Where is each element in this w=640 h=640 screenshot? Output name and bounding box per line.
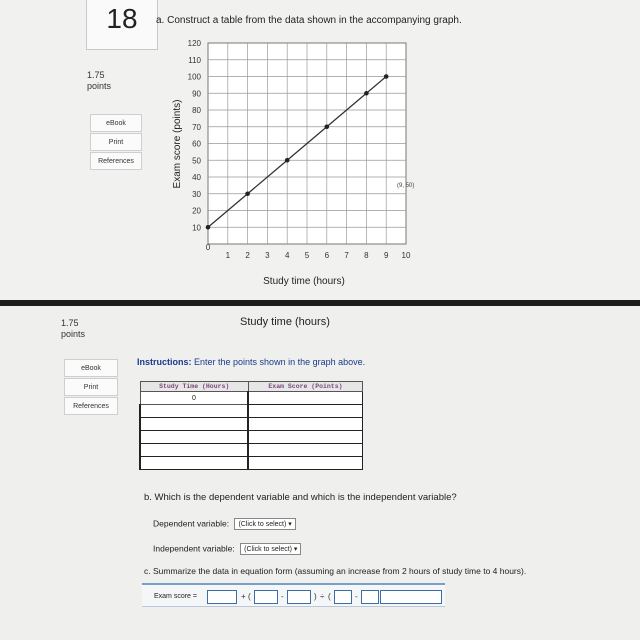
y-tick-label: 40 (192, 173, 201, 182)
equation-op: ( (248, 592, 251, 601)
x-tick-label: 4 (284, 251, 290, 260)
x-tick-label: 0 (205, 243, 211, 252)
references-button[interactable]: References (64, 397, 118, 415)
data-point (285, 158, 290, 163)
x-axis-label: Study time (hours) (263, 276, 345, 287)
y-tick-label: 100 (187, 72, 201, 82)
equation-field-4[interactable] (334, 590, 352, 604)
data-point (325, 124, 330, 129)
equation-op: ÷ (320, 592, 325, 601)
equation-op: ( (328, 592, 331, 601)
question-number: 18 (86, 0, 158, 50)
equation-field-5[interactable] (361, 590, 379, 604)
equation-field-3[interactable] (287, 590, 311, 604)
data-point (384, 74, 389, 79)
study-time-cell[interactable] (140, 457, 248, 470)
y-tick-label: 110 (188, 55, 201, 65)
independent-label: Independent variable: (153, 543, 235, 554)
study-time-cell[interactable] (140, 431, 248, 444)
points-value: 1.75 (61, 318, 79, 328)
table-row (140, 431, 363, 444)
instructions-bold: Instructions: (137, 357, 192, 367)
equation-box (142, 583, 445, 607)
x-tick-label: 1 (225, 251, 231, 260)
study-time-cell[interactable] (140, 405, 248, 418)
y-tick-label: 50 (192, 156, 201, 166)
exam-score-cell[interactable] (248, 444, 362, 457)
table-row (140, 392, 363, 405)
x-tick-label: 3 (265, 251, 270, 260)
equation-op: ) (314, 592, 317, 601)
data-point (206, 225, 211, 230)
exam-score-cell[interactable] (248, 392, 362, 405)
points-label: points (61, 329, 86, 339)
x-tick-label: 6 (324, 251, 330, 260)
equation-op: - (281, 592, 284, 601)
study-time-cell[interactable] (140, 418, 248, 431)
instructions-text: Enter the points shown in the graph above. (191, 357, 366, 367)
print-button[interactable]: Print (64, 378, 118, 396)
data-point (364, 91, 369, 96)
ebook-button[interactable]: eBook (90, 114, 142, 132)
chart-annotation: (9, 50) (397, 183, 415, 189)
x-tick-label: 7 (344, 251, 349, 260)
y-tick-label: 60 (192, 139, 201, 149)
equation-label: Exam score = (154, 593, 197, 600)
y-tick-label: 120 (187, 39, 201, 48)
dependent-row (153, 518, 296, 530)
side-buttons-bottom (64, 359, 118, 416)
independent-select[interactable]: (Click to select) ▾ (240, 543, 301, 555)
references-button[interactable]: References (90, 152, 142, 170)
line-chart (0, 0, 640, 300)
x-tick-label: 9 (383, 251, 389, 260)
y-tick-label: 70 (192, 122, 201, 132)
equation-field-6[interactable] (380, 590, 442, 604)
points-label: points (87, 81, 112, 91)
exam-score-cell[interactable] (248, 457, 362, 470)
x-tick-label: 8 (364, 251, 369, 260)
dependent-label: Dependent variable: (153, 518, 230, 529)
y-tick-label: 90 (192, 89, 201, 99)
part-c-prompt: c. Summarize the data in equation form (assuming an increase from 2 hours of study time to 4 hours). (144, 566, 527, 576)
section-title: Study time (hours) (240, 316, 330, 328)
table-row (140, 405, 363, 418)
points-table (139, 381, 363, 470)
y-axis-label: Exam score (points) (172, 99, 183, 189)
equation-field-1[interactable] (207, 590, 237, 604)
data-point (245, 191, 250, 196)
independent-row (153, 543, 301, 555)
y-tick-label: 30 (192, 189, 201, 199)
y-tick-label: 80 (192, 106, 201, 115)
table-row (140, 444, 363, 457)
ebook-button[interactable]: eBook (64, 359, 118, 377)
part-b-prompt: b. Which is the dependent variable and which is the independent variable? (144, 492, 457, 503)
y-tick-label: 10 (192, 223, 201, 233)
exam-score-cell[interactable] (248, 431, 362, 444)
points-block-bottom (61, 318, 85, 340)
dependent-select[interactable]: (Click to select) ▾ (234, 518, 295, 530)
table-row (140, 457, 363, 470)
print-button[interactable]: Print (90, 133, 142, 151)
top-panel (0, 0, 640, 300)
x-tick-label: 10 (401, 251, 411, 260)
points-value: 1.75 (87, 70, 105, 80)
y-tick-label: 20 (192, 206, 201, 216)
table-row (140, 418, 363, 431)
equation-op: - (355, 592, 358, 601)
exam-score-cell[interactable] (248, 418, 362, 431)
header-exam-score: Exam Score (Points) (248, 382, 362, 392)
instructions (137, 357, 365, 367)
equation-field-2[interactable] (254, 590, 278, 604)
x-tick-label: 5 (304, 251, 310, 260)
x-tick-label: 2 (245, 251, 250, 260)
study-time-cell[interactable] (140, 444, 248, 457)
study-time-cell: 0 (140, 392, 248, 405)
exam-score-cell[interactable] (248, 405, 362, 418)
header-study-time: Study Time (Hours) (140, 382, 248, 392)
part-a-prompt: a. Construct a table from the data shown in the accompanying graph. (156, 15, 462, 26)
equation-op: + (241, 592, 246, 601)
